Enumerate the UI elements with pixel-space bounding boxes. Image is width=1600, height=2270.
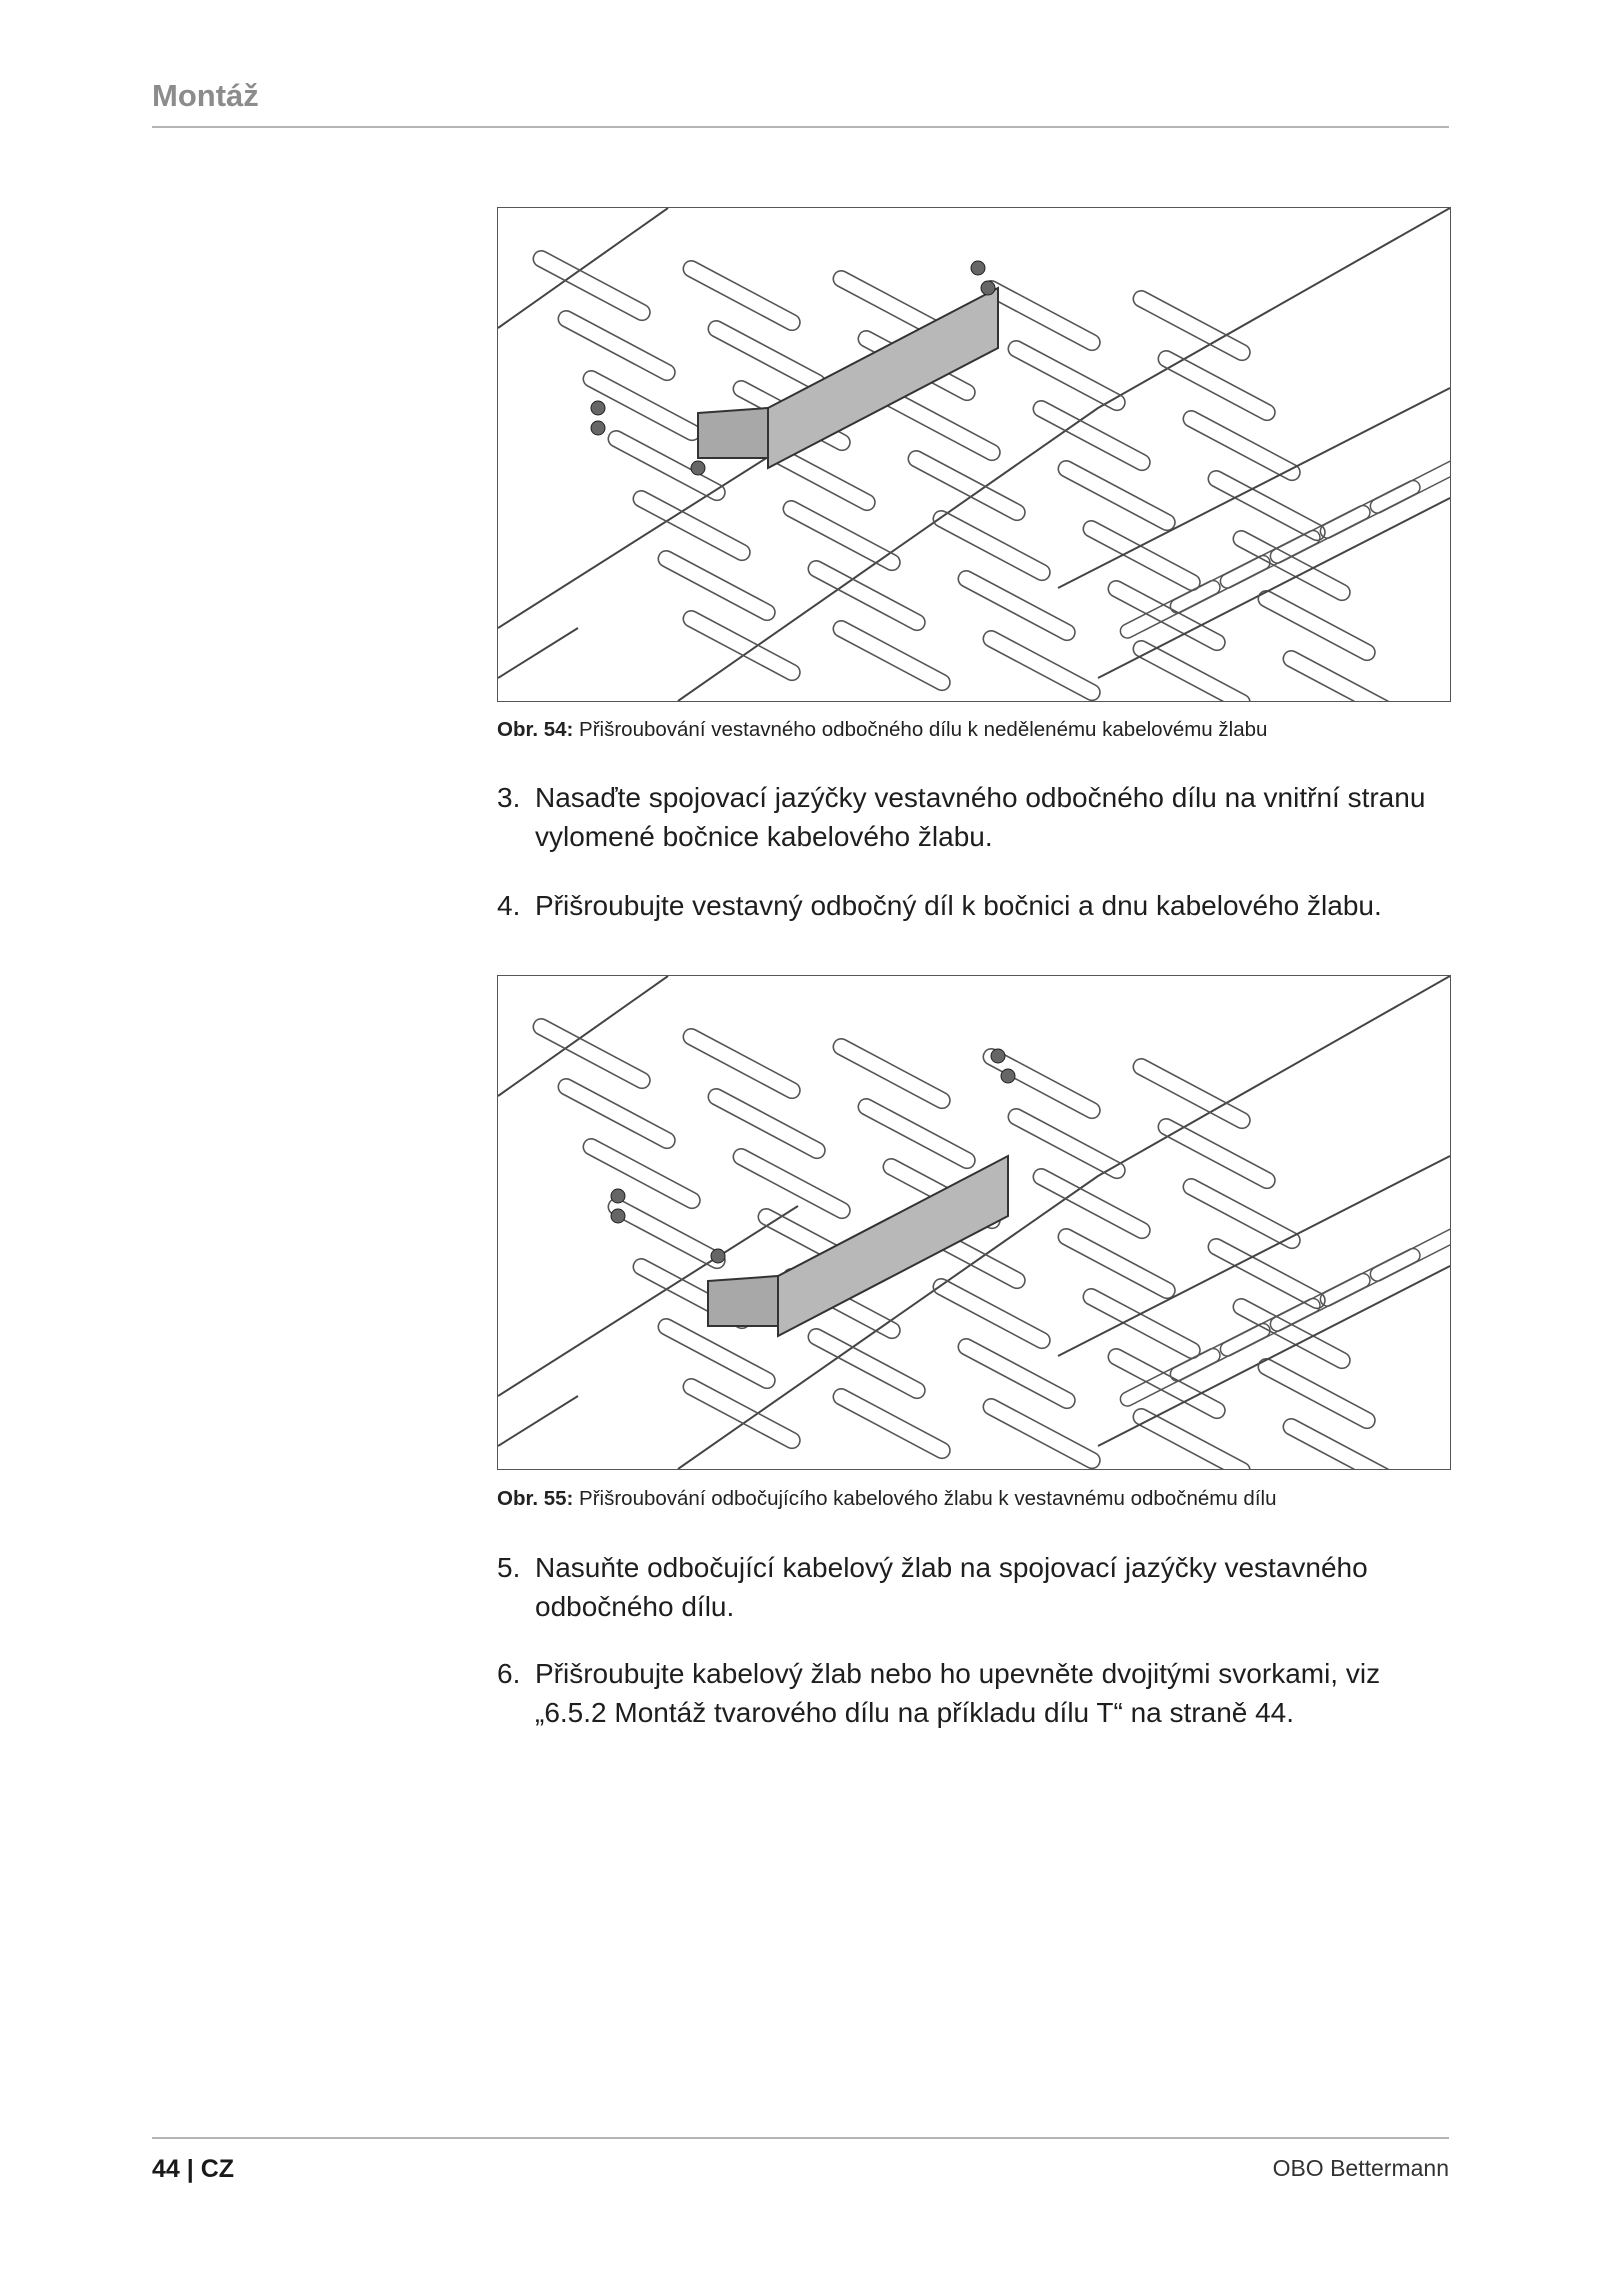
step-4: 4. Přišroubujte vestavný odbočný díl k bočnici a dnu kabelového žlabu. <box>497 890 1382 921</box>
figure-54-illustration <box>497 207 1451 702</box>
section-title: Montáž <box>152 78 259 113</box>
step-6: 6. Přišroubujte kabelový žlab nebo ho upevněte dvojitými svorkami, viz „6.5.2 Montáž tvarového dílu na příkladu dílu T“ na straně 44. <box>497 1658 1381 1728</box>
page-number: 44 | CZ <box>152 2155 235 2183</box>
figure-55-illustration <box>497 975 1451 1470</box>
step-3: 3. Nasaďte spojovací jazýčky vestavného odbočného dílu na vnitřní stranu vylomené bočnice kabelového žlabu. <box>497 782 1426 852</box>
brand-name: OBO Bettermann <box>1272 2155 1449 2181</box>
step-5: 5. Nasuňte odbočující kabelový žlab na spojovací jazýčky vestavného odbočného dílu. <box>497 1552 1368 1622</box>
figure-label: Obr. 54: <box>497 718 574 741</box>
figure-label: Obr. 55: <box>497 1487 574 1510</box>
figure-55-caption <box>497 1487 1277 1511</box>
footer-divider <box>152 2137 1449 2139</box>
header-divider <box>152 126 1449 128</box>
figure-54-caption <box>497 718 1267 742</box>
caption-text: Přišroubování vestavného odbočného dílu k nedělenému kabelovému žlabu <box>579 718 1268 741</box>
caption-text: Přišroubování odbočujícího kabelového žlabu k vestavnému odbočnému dílu <box>579 1487 1277 1510</box>
